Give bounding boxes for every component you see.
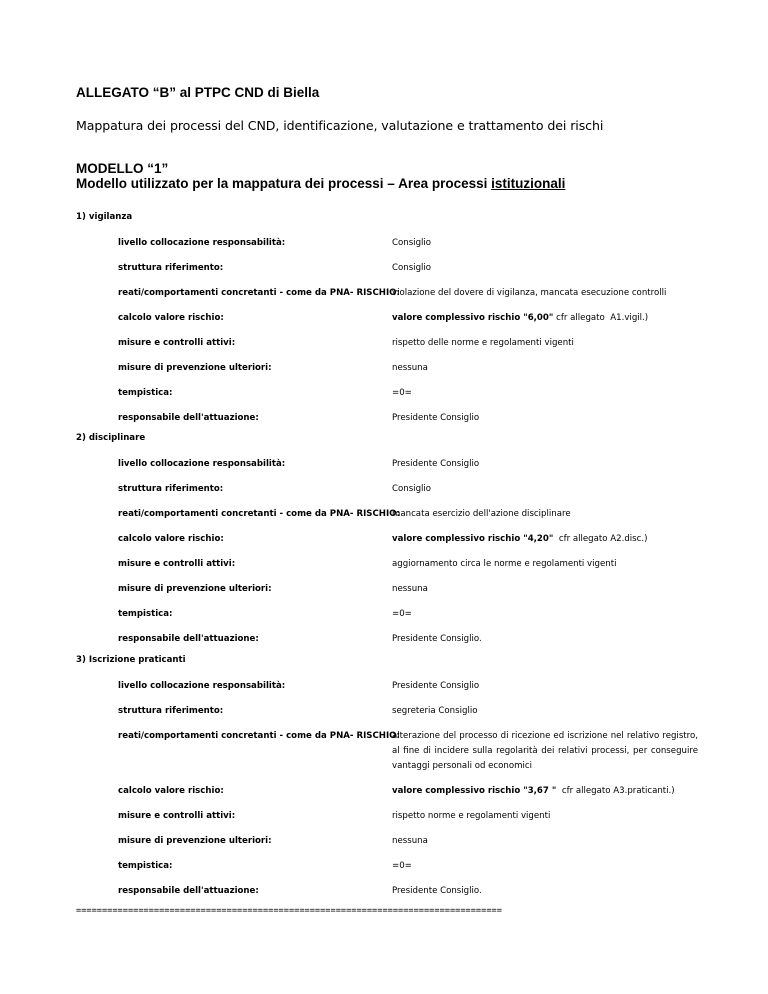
field-value: Presidente Consiglio [392,681,480,691]
field-value: nessuna [392,363,428,373]
field-label: livello collocazione responsabilità: [118,681,286,691]
field-value: Presidente Consiglio [392,413,480,423]
section-title: 1) vigilanza [76,212,133,222]
field-value: aggiornamento circa le norme e regolamenti vigenti [392,559,617,569]
field-label: tempistica: [118,861,173,871]
field-value: rispetto norme e regolamenti vigenti [392,811,551,821]
field-value: =0= [392,388,412,398]
field-label: responsabile dell'attuazione: [118,634,259,644]
field-value: mancata esercizio dell'azione disciplinare [392,509,571,519]
field-value: Presidente Consiglio. [392,634,482,644]
field-value: nessuna [392,584,428,594]
document-subtitle: Mappatura dei processi del CND, identificazione, valutazione e trattamento dei rischi [76,118,604,133]
field-label: struttura riferimento: [118,706,224,716]
document-title: ALLEGATO “B” al PTPC CND di Biella [76,85,320,100]
field-value: rispetto delle norme e regolamenti vigenti [392,338,574,348]
field-value [392,784,698,799]
field-value: Presidente Consiglio [392,459,480,469]
field-value: Consiglio [392,484,432,494]
field-label: calcolo valore rischio: [118,534,224,544]
field-label: misure e controlli attivi: [118,811,236,821]
field-label: reati/comportamenti concretanti - come da PNA- RISCHIO: [118,288,400,298]
field-value [392,532,698,547]
model-description: Modello utilizzato per la mappatura dei processi – Area processi [76,176,492,191]
field-label: misure di prevenzione ulteriori: [118,363,272,373]
risk-reference: cfr allegato A3.praticanti.) [556,786,675,796]
field-label: responsabile dell'attuazione: [118,413,259,423]
risk-reference: cfr allegato A1.vigil.) [553,313,649,323]
field-label: reati/comportamenti concretanti - come da PNA- RISCHIO: [118,509,400,519]
risk-value: valore complessivo rischio "3,67 " [392,786,557,796]
section-title: 3) Iscrizione praticanti [76,655,186,665]
field-label: tempistica: [118,388,173,398]
field-label: tempistica: [118,609,173,619]
section-title: 2) disciplinare [76,433,146,443]
field-label: livello collocazione responsabilità: [118,238,286,248]
field-value: violazione del dovere di vigilanza, mancata esecuzione controlli [392,288,667,298]
field-label: calcolo valore rischio: [118,786,224,796]
risk-value: valore complessivo rischio "4,20" [392,534,554,544]
field-label: misure di prevenzione ulteriori: [118,584,272,594]
field-value: segreteria Consiglio [392,706,478,716]
field-value [392,311,698,326]
field-value: alterazione del processo di ricezione ed iscrizione nel relativo registro, al fine di incidere sulla regolarità dei relativi processi, per conseguire vantaggi personali od economici [392,731,698,771]
field-label: struttura riferimento: [118,263,224,273]
field-value: =0= [392,609,412,619]
field-value: nessuna [392,836,428,846]
field-label: responsabile dell'attuazione: [118,886,259,896]
field-label: livello collocazione responsabilità: [118,459,286,469]
model-number: MODELLO “1” [76,161,169,176]
model-heading [76,161,565,191]
field-label: misure e controlli attivi: [118,559,236,569]
model-area: istituzionali [491,176,566,191]
risk-value: valore complessivo rischio "6,00" [392,313,554,323]
field-value: Presidente Consiglio. [392,886,482,896]
field-label: misure e controlli attivi: [118,338,236,348]
field-label: misure di prevenzione ulteriori: [118,836,272,846]
risk-reference: cfr allegato A2.disc.) [553,534,648,544]
field-value: Consiglio [392,263,432,273]
field-value: =0= [392,861,412,871]
footer-separator: ================================================================================== [76,906,502,916]
field-label: reati/comportamenti concretanti - come da PNA- RISCHIO: [118,731,400,741]
field-label: struttura riferimento: [118,484,224,494]
field-label: calcolo valore rischio: [118,313,224,323]
field-value: Consiglio [392,238,432,248]
